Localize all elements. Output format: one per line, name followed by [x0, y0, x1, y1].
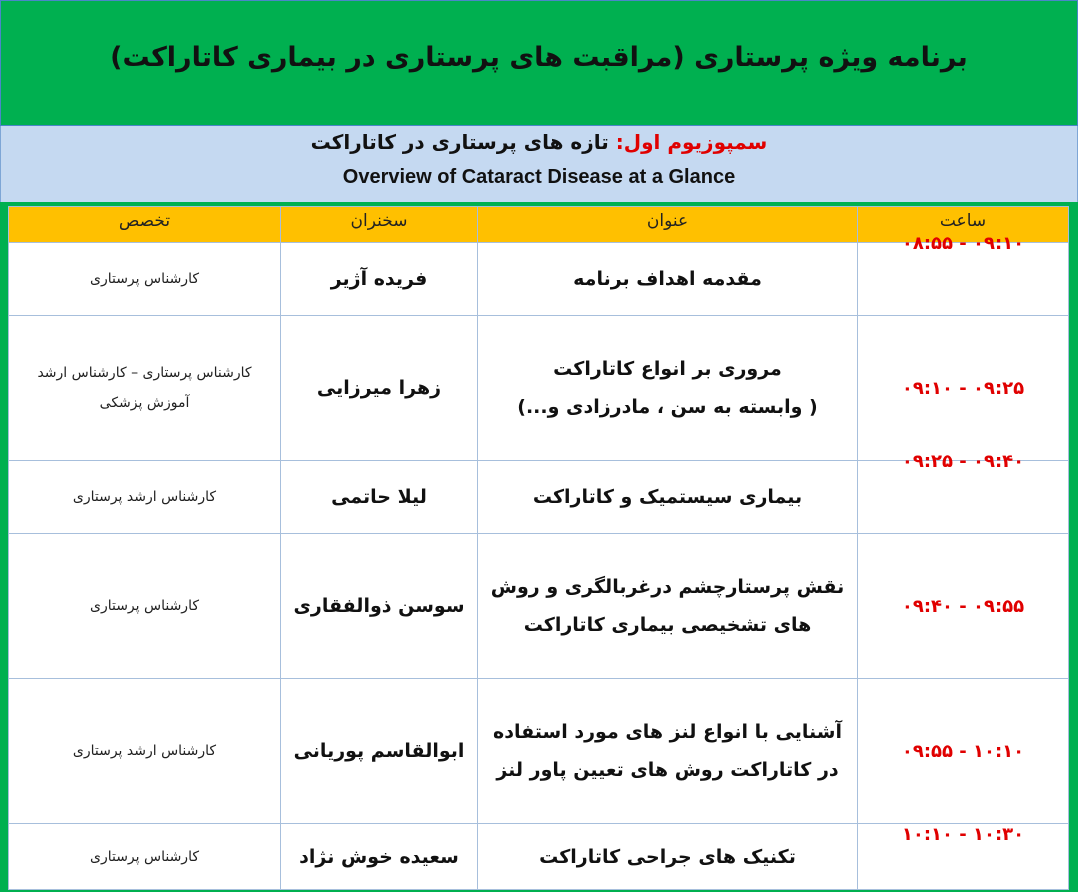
cell-speaker [281, 824, 478, 890]
cell-speaker [281, 316, 478, 461]
header-topic: عنوان [478, 207, 858, 243]
speaker-name: سوسن ذوالفقاری [293, 595, 465, 617]
cell-specialty [9, 824, 281, 890]
topic-text: آشنایی با انواع لنز های مورد استفاده [493, 721, 842, 743]
cell-specialty [9, 461, 281, 534]
schedule-container [0, 202, 1078, 892]
speaker-name: سعیده خوش نژاد [299, 845, 459, 868]
page-title: برنامه ویژه پرستاری (مراقبت های پرستاری در بیماری کاتاراکت) [110, 41, 968, 73]
cell-specialty [9, 243, 281, 316]
topic-text: در کاتاراکت روش های تعیین پاور لنز [496, 759, 839, 781]
cell-specialty [9, 316, 281, 461]
topic-text: نقش پرستارچشم درغربالگری و روش [490, 576, 845, 598]
table-row [9, 679, 1069, 824]
schedule-body [9, 232, 1069, 890]
cell-topic [478, 679, 858, 824]
specialty-text: کارشناس پرستاری – کارشناس ارشد [37, 365, 252, 381]
topic-text: مقدمه اهداف برنامه [573, 268, 762, 290]
speaker-name: فریده آژیر [330, 268, 428, 290]
specialty-text: آموزش پزشکی [99, 395, 190, 411]
time-range: ۰۹:۲۵ - ۰۹:۴۰ [901, 450, 1025, 472]
specialty-text: کارشناس پرستاری [89, 848, 199, 865]
schedule-table [8, 206, 1069, 890]
cell-topic [478, 824, 858, 890]
symposium-label: سمپوزیوم اول: [615, 130, 768, 154]
specialty-text: کارشناس پرستاری [89, 271, 199, 287]
cell-time [858, 534, 1069, 679]
cell-topic [478, 461, 858, 534]
symposium-heading [1, 130, 1077, 154]
time-range: ۰۹:۱۰ - ۰۹:۲۵ [901, 377, 1025, 399]
cell-topic [478, 534, 858, 679]
cell-speaker [281, 461, 478, 534]
table-row [9, 243, 1069, 316]
symposium-title-en: Overview of Cataract Disease at a Glance [342, 166, 736, 188]
header-time: ساعت [858, 207, 1069, 243]
symposium-banner [0, 126, 1078, 202]
specialty-text: کارشناس ارشد پرستاری [72, 743, 217, 759]
cell-topic [478, 316, 858, 461]
title-banner [0, 0, 1078, 126]
specialty-text: کارشناس پرستاری [89, 598, 199, 614]
specialty-text: کارشناس ارشد پرستاری [72, 489, 217, 505]
topic-text: های تشخیصی بیماری کاتاراکت [523, 614, 812, 636]
symposium-title-fa: تازه های پرستاری در کاتاراکت [310, 130, 609, 154]
time-range: ۱۰:۱۰ - ۱۰:۳۰ [901, 824, 1025, 845]
speaker-name: لیلا حاتمی [331, 486, 427, 508]
table-row [9, 316, 1069, 461]
topic-text: بیماری سیستمیک و کاتاراکت [532, 486, 803, 508]
cell-time [858, 450, 1069, 534]
cell-specialty [9, 679, 281, 824]
topic-text: ( وابسته به سن ، مادرزادی و...) [517, 396, 818, 418]
header-speaker: سخنران [281, 207, 478, 243]
speaker-name: ابوالقاسم پوریانی [293, 740, 465, 762]
table-row [9, 824, 1069, 890]
header-specialty: تخصص [9, 207, 281, 243]
cell-specialty [9, 534, 281, 679]
time-range: ۰۹:۴۰ - ۰۹:۵۵ [901, 595, 1025, 617]
cell-topic [478, 243, 858, 316]
cell-time [858, 824, 1069, 890]
cell-speaker [281, 243, 478, 316]
cell-time [858, 232, 1069, 316]
time-range: ۰۹:۵۵ - ۱۰:۱۰ [901, 740, 1025, 762]
cell-speaker [281, 534, 478, 679]
cell-speaker [281, 679, 478, 824]
table-row [9, 461, 1069, 534]
table-row [9, 534, 1069, 679]
topic-text: مروری بر انواع کاتاراکت [553, 358, 782, 380]
speaker-name: زهرا میرزایی [316, 377, 442, 399]
cell-time [858, 679, 1069, 824]
topic-text: تکنیک های جراحی کاتاراکت [539, 845, 796, 868]
cell-time [858, 316, 1069, 461]
time-range: ۰۸:۵۵ - ۰۹:۱۰ [901, 232, 1025, 254]
